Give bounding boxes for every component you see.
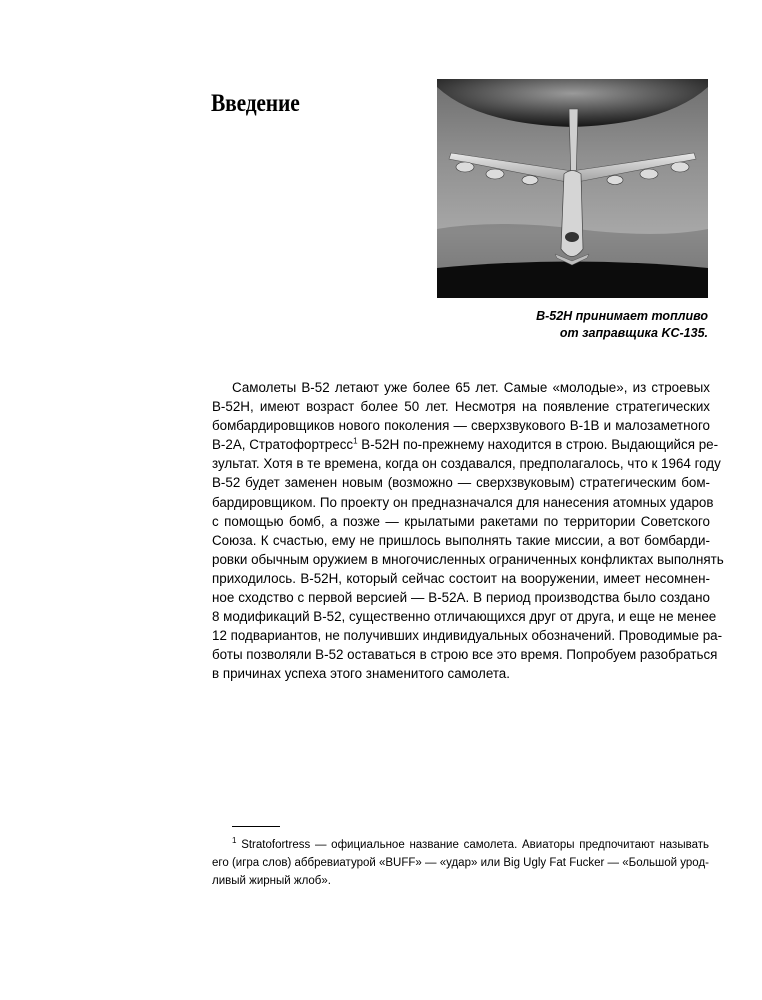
text-line: Союза. К счастью, ему не пришлось выполнять такие миссии, а вот бомбарди- [212, 532, 710, 548]
intro-paragraph [212, 378, 724, 684]
caption-line: B-52H принимает топливо [536, 309, 708, 323]
text-line: зультат. Хотя в те времена, когда он создавался, предполагалось, что к 1964 году [212, 456, 721, 472]
footnote-line [212, 836, 709, 854]
caption-line: от заправщика KC-135. [559, 326, 708, 340]
text-segment: B-52H по-прежнему находится в строю. Выдающийся ре- [361, 437, 719, 453]
text-line: бардировщиком. По проекту он предназначался для нанесения атомных ударов [212, 494, 714, 510]
photo-caption [460, 308, 708, 342]
text-segment: Stratofortress — официальное название самолета. Авиаторы предпочитают называть [241, 839, 709, 851]
footnote-line: его (игра слов) аббревиатурой «BUFF» — «удар» или Big Ugly Fat Fucker — «Большой урод- [212, 857, 709, 869]
text-line: с помощью бомб, а позже — крылатыми ракетами по территории Советского [212, 513, 710, 529]
text-line: бомбардировщиков нового поколения — сверхзвукового B-1B и малозаметного [212, 418, 710, 434]
footnote-line: ливый жирный жлоб». [212, 875, 331, 887]
text-line: B-52 будет заменен новым (возможно — сверхзвуковым) стратегическим бом- [212, 475, 710, 491]
text-line: боты позволяли B-52 оставаться в строю все это время. Попробуем разобраться [212, 647, 718, 663]
footnote-divider [232, 826, 280, 827]
text-line: ровки обычным оружием в многочисленных ограниченных конфликтах выполнять [212, 551, 724, 567]
text-line: 8 модификаций B-52, существенно отличающихся друг от друга, и еще не менее [212, 609, 717, 625]
text-line: 12 подвариантов, не получивших индивидуальных обозначений. Проводимые ра- [212, 628, 723, 644]
text-line: B-52H, имеют возраст более 50 лет. Несмотря на появление стратегических [212, 399, 710, 415]
text-line [212, 435, 719, 454]
text-line: приходилось. B-52H, который сейчас состоит на вооружении, имеет несомнен- [212, 570, 710, 586]
text-line: Самолеты B-52 летают уже более 65 лет. Самые «молодые», из строевых [232, 380, 710, 395]
text-line: ное сходство с первой версией — B-52A. В период производства было создано [212, 590, 710, 606]
refueling-photo [437, 79, 708, 298]
footnote-marker: 1 [232, 836, 237, 846]
page-title: Введение [211, 90, 300, 117]
text-line: в причинах успеха этого знаменитого самолета. [212, 666, 510, 682]
footnote-reference: 1 [353, 436, 358, 446]
text-segment: B-2A, Стратофортресс [212, 437, 354, 453]
footnote [212, 836, 709, 890]
